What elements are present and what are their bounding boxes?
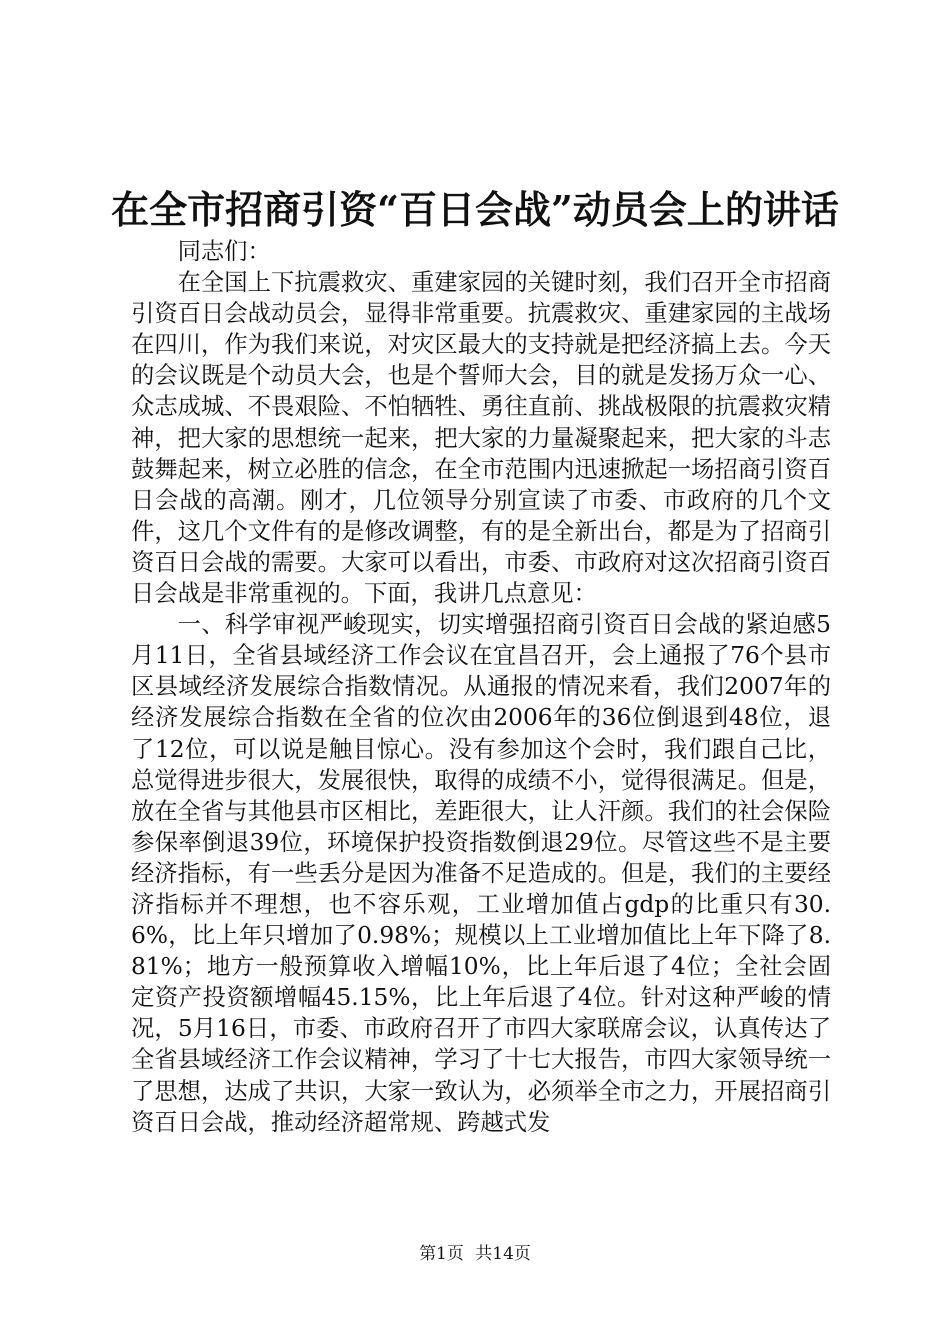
page-number: 第1页 bbox=[419, 1244, 464, 1264]
body-paragraph: 在全国上下抗震救灾、重建家园的关键时刻，我们召开全市招商引资百日会战动员会，显得非常重要。抗震救灾、重建家园的主战场在四川，作为我们来说，对灾区最大的支持就是把经济搞上去。今天的会议既是个动员大会，也是个誓师大会，目的就是发扬万众一心、众志成城、不畏艰险、不怕牺牲、勇往直前、挑战极限的抗震救灾精神，把大家的思想统一起来，把大家的力量凝聚起来，把大家的斗志鼓舞起来，树立必胜的信念，在全市范围内迅速掀起一场招商引资百日会战的高潮。刚才，几位领导分别宣读了市委、市政府的几个文件，这几个文件有的是修改调整，有的是全新出台，都是为了招商引资百日会战的需要。大家可以看出，市委、市政府对这次招商引资百日会战是非常重视的。下面，我讲几点意见： bbox=[131, 269, 831, 608]
document-body bbox=[131, 236, 831, 1138]
salutation-paragraph: 同志们： bbox=[177, 238, 271, 265]
page-footer bbox=[0, 1243, 950, 1265]
body-paragraph: 一、科学审视严峻现实，切实增强招商引资百日会战的紧迫感5月11日，全省县域经济工作会议在宜昌召开，会上通报了76个县市区县域经济发展综合指数情况。从通报的情况来看，我们2007年的经济发展综合指数在全省的位次由2006年的36位倒退到48位，退了12位，可以说是触目惊心。没有参加这个会时，我们跟自己比，总觉得进步很大，发展很快，取得的成绩不小，觉得很满足。但是，放在全省与其他县市区相比，差距很大，让人汗颜。我们的社会保险参保率倒退39位，环境保护投资指数倒退29位。尽管这些不是主要经济指标，有一些丢分是因为准备不足造成的。但是，我们的主要经济指标并不理想，也不容乐观，工业增加值占gdp的比重只有30.6%，比上年只增加了0.98%；规模以上工业增加值比上年下降了8.81%；地方一般预算收入增幅10%，比上年后退了4位；全社会固定资产投资额增幅45.15%，比上年后退了4位。针对这种严峻的情况，5月16日，市委、市政府召开了市四大家联席会议，认真传达了全省县域经济工作会议精神，学习了十七大报告，市四大家领导统一了思想，达成了共识，大家一致认为，必须举全市之力，开展招商引资百日会战，推动经济超常规、跨越式发 bbox=[131, 611, 831, 1136]
page-total: 共14页 bbox=[475, 1244, 531, 1264]
document-title: 在全市招商引资“百日会战”动员会上的讲话 bbox=[111, 187, 839, 232]
